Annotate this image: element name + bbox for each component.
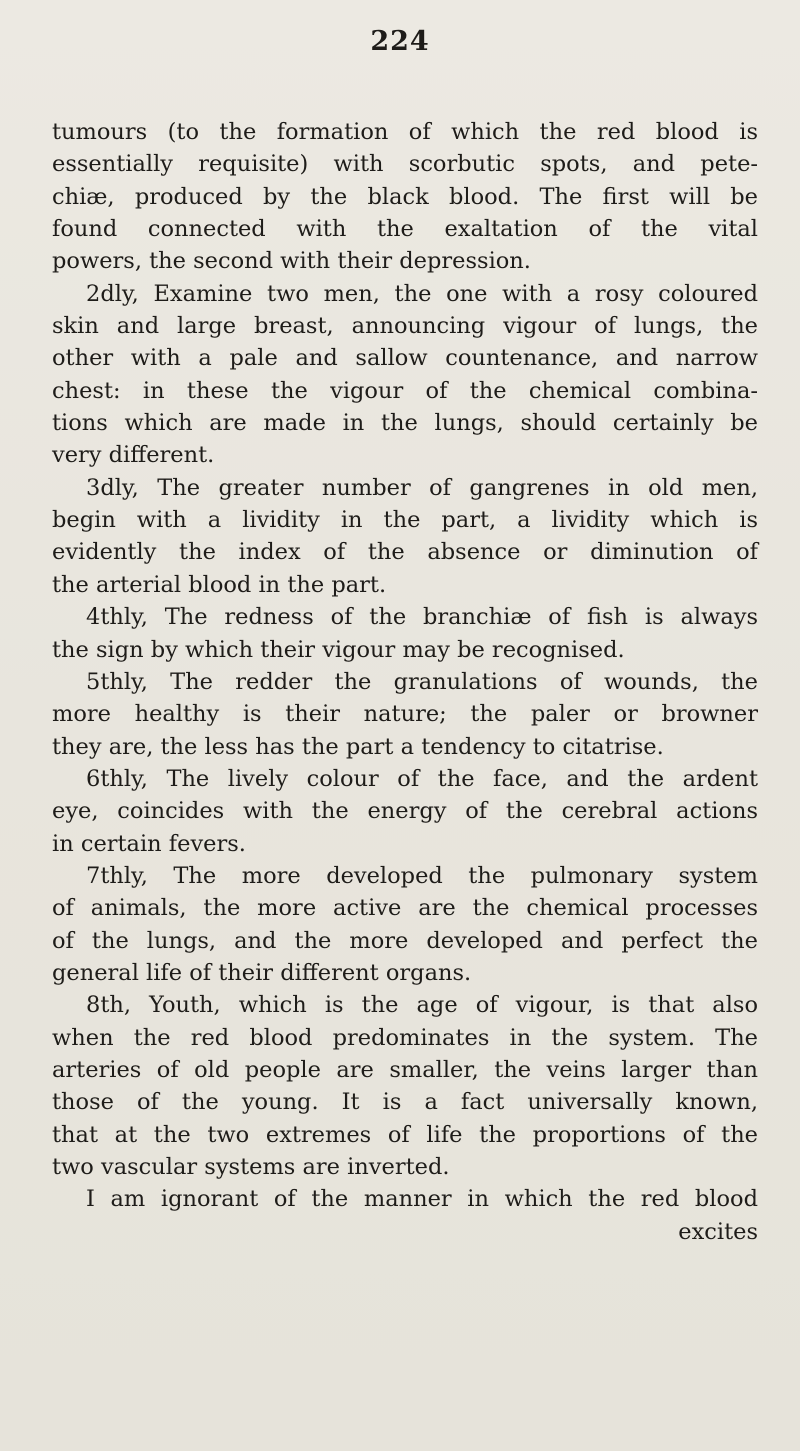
text-line: the sign by which their vigour may be recognised. bbox=[52, 636, 625, 663]
text-line: 6thly, The lively colour of the face, and the ardent bbox=[86, 765, 758, 792]
text-line: 4thly, The redness of the branchiæ of fish is always bbox=[86, 604, 758, 631]
text-line: when the red blood predominates in the system. The bbox=[52, 1024, 758, 1051]
text-line: I am ignorant of the manner in which the red blood bbox=[86, 1186, 758, 1213]
text-line: 8th, Youth, which is the age of vigour, is that also bbox=[86, 992, 758, 1019]
text-line: very different. bbox=[52, 442, 215, 469]
text-line: powers, the second with their depression. bbox=[52, 248, 531, 275]
text-line: 7thly, The more developed the pulmonary system bbox=[86, 862, 758, 889]
text-line: essentially requisite) with scorbutic spots, and pete- bbox=[52, 151, 758, 178]
text-line: of the lungs, and the more developed and perfect the bbox=[52, 927, 758, 954]
text-line: other with a pale and sallow countenance, and narrow bbox=[52, 345, 758, 372]
text-line: found connected with the exaltation of the vital bbox=[52, 216, 758, 243]
text-line: chest: in these the vigour of the chemical combina- bbox=[52, 377, 758, 404]
body-text bbox=[52, 116, 758, 1248]
text-line: 5thly, The redder the granulations of wounds, the bbox=[86, 668, 758, 695]
catchword: excites bbox=[678, 1218, 758, 1245]
page-number: 224 bbox=[370, 26, 430, 57]
text-line: tumours (to the formation of which the red blood is bbox=[52, 119, 758, 145]
text-line: the arterial blood in the part. bbox=[52, 571, 387, 598]
text-line: 3dly, The greater number of gangrenes in old men, bbox=[86, 474, 758, 501]
text-line: skin and large breast, announcing vigour of lungs, the bbox=[52, 313, 758, 340]
text-line: evidently the index of the absence or diminution of bbox=[52, 539, 758, 566]
text-line: general life of their different organs. bbox=[52, 959, 472, 986]
text-line: in certain fevers. bbox=[52, 830, 246, 857]
text-line: of animals, the more active are the chemical processes bbox=[52, 895, 758, 922]
text-line: arteries of old people are smaller, the veins larger than bbox=[52, 1056, 758, 1083]
text-line: more healthy is their nature; the paler or browner bbox=[52, 701, 758, 728]
text-line: tions which are made in the lungs, should certainly be bbox=[52, 410, 758, 437]
text-line: that at the two extremes of life the proportions of the bbox=[52, 1121, 758, 1148]
text-line: eye, coincides with the energy of the cerebral actions bbox=[52, 798, 758, 825]
text-line: those of the young. It is a fact universally known, bbox=[52, 1089, 758, 1116]
text-line: they are, the less has the part a tendency to citatrise. bbox=[52, 733, 664, 760]
text-line: chiæ, produced by the black blood. The first will be bbox=[52, 183, 758, 210]
text-line: 2dly, Examine two men, the one with a rosy coloured bbox=[86, 280, 758, 307]
text-line: two vascular systems are inverted. bbox=[52, 1154, 450, 1180]
text-line: begin with a lividity in the part, a lividity which is bbox=[52, 507, 758, 534]
